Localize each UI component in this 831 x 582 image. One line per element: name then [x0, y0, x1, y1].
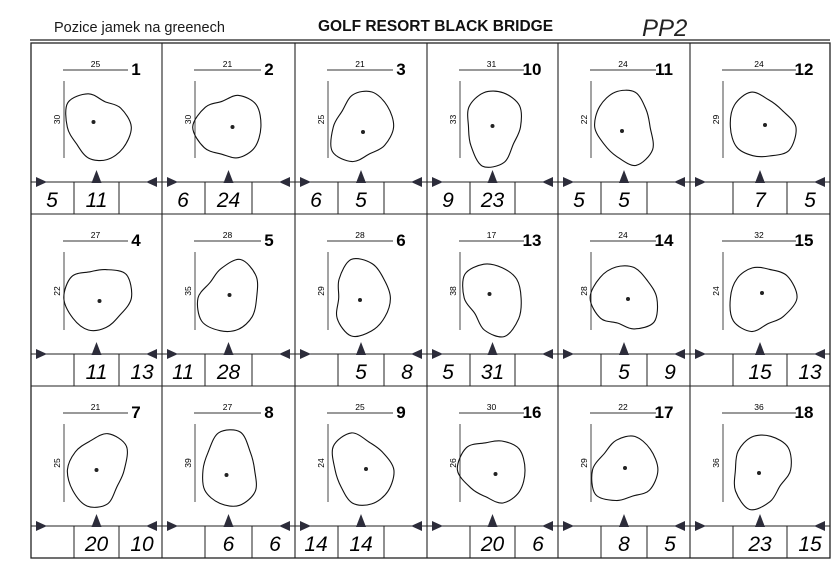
pin-position-value: 20 [480, 533, 505, 556]
green-width-label: 21 [355, 59, 365, 69]
green-width-label: 36 [754, 402, 764, 412]
pin-position-value: 23 [480, 189, 505, 212]
hole-number: 9 [396, 403, 406, 422]
hole-number: 16 [522, 403, 542, 422]
hole-number: 4 [131, 231, 141, 250]
pin-dot [623, 466, 627, 470]
green-width-label: 28 [355, 230, 365, 240]
green-width-label: 27 [90, 230, 101, 240]
pin-position-value: 20 [84, 533, 109, 556]
pin-dot [361, 130, 365, 134]
pin-position-value: 5 [664, 533, 676, 556]
green-length-label: 25 [316, 114, 326, 125]
hole-number: 6 [396, 231, 406, 250]
pin-position-value: 13 [130, 361, 154, 384]
pin-position-value: 7 [754, 189, 766, 212]
hole-number: 7 [131, 403, 141, 422]
green-length-label: 29 [579, 458, 589, 468]
pin-dot [494, 472, 498, 476]
pin-position-value: 6 [532, 533, 544, 556]
hole-number: 1 [131, 60, 141, 79]
pin-position-value: 5 [355, 361, 367, 384]
green-width-label: 24 [618, 230, 628, 240]
green-length-label: 38 [448, 286, 458, 296]
pin-position-value: 5 [46, 189, 58, 212]
hole-number: 3 [396, 60, 406, 79]
hole-number: 14 [654, 231, 674, 250]
pin-dot [620, 129, 624, 133]
green-length-label: 24 [316, 458, 326, 468]
pin-position-value: 6 [222, 533, 235, 556]
hole-number: 15 [794, 231, 814, 250]
pin-dot [488, 292, 492, 296]
pin-dot [358, 298, 362, 302]
green-width-label: 24 [618, 59, 628, 69]
sheet-mark: PP2 [642, 15, 688, 42]
green-width-label: 21 [222, 59, 233, 69]
green-length-label: 26 [448, 458, 458, 468]
pin-position-value: 6 [310, 189, 322, 212]
green-length-label: 39 [183, 458, 193, 468]
pin-position-value: 10 [130, 533, 154, 556]
hole-number: 5 [264, 231, 274, 250]
hole-number: 2 [264, 60, 274, 79]
course-title: GOLF RESORT BLACK BRIDGE [318, 18, 554, 35]
pin-dot [228, 293, 232, 297]
pin-position-value: 5 [573, 189, 585, 212]
pin-position-value: 13 [798, 361, 822, 384]
green-width-label: 17 [486, 230, 497, 240]
pin-position-value: 14 [349, 533, 373, 556]
pin-dot [95, 468, 99, 472]
pin-position-value: 31 [480, 361, 505, 384]
hole-number: 18 [794, 403, 814, 422]
pin-position-value: 11 [172, 361, 194, 384]
green-length-label: 22 [579, 114, 589, 125]
hole-number: 8 [264, 403, 274, 422]
green-length-label: 29 [316, 286, 326, 296]
pin-position-value: 9 [664, 361, 676, 384]
green-length-label: 22 [52, 286, 62, 296]
pin-position-value: 5 [355, 189, 367, 212]
hole-number: 11 [655, 60, 673, 79]
pin-dot [491, 124, 495, 128]
pin-dot [92, 120, 96, 124]
pin-position-value: 11 [85, 361, 108, 384]
green-length-label: 28 [579, 286, 589, 296]
pin-position-value: 6 [269, 533, 281, 556]
pin-dot [231, 125, 235, 129]
pin-position-value: 11 [85, 189, 108, 212]
green-width-label: 32 [754, 230, 764, 240]
pin-position-value: 9 [442, 189, 454, 212]
hole-number: 13 [522, 231, 542, 250]
green-length-label: 30 [52, 114, 62, 125]
green-length-label: 24 [711, 286, 721, 296]
pin-dot [98, 299, 102, 303]
pin-dot [757, 471, 761, 475]
pin-position-value: 15 [748, 361, 772, 384]
pin-dot [364, 467, 368, 471]
pin-position-value: 8 [618, 533, 630, 556]
pin-position-value: 24 [216, 189, 241, 212]
pin-dot [760, 291, 764, 295]
pin-position-value: 28 [216, 361, 241, 384]
pin-position-value: 5 [442, 361, 454, 384]
hole-number: 17 [654, 403, 674, 422]
green-width-label: 27 [222, 402, 233, 412]
hole-number: 12 [794, 60, 814, 79]
pin-position-value: 6 [177, 189, 189, 212]
pin-position-value: 23 [748, 533, 772, 556]
pin-position-value: 14 [304, 533, 328, 556]
green-width-label: 31 [486, 59, 497, 69]
green-width-label: 28 [222, 230, 233, 240]
green-width-label: 25 [355, 402, 365, 412]
green-width-label: 30 [486, 402, 497, 412]
header-caption: Pozice jamek na greenech [54, 20, 225, 36]
green-length-label: 36 [711, 458, 721, 468]
green-length-label: 25 [52, 458, 62, 468]
pin-dot [763, 123, 767, 127]
pin-position-value: 8 [401, 361, 413, 384]
green-length-label: 30 [183, 114, 193, 125]
pin-position-value: 5 [618, 361, 630, 384]
green-length-label: 33 [448, 114, 458, 125]
hole-number: 10 [522, 60, 542, 79]
pin-position-value: 5 [618, 189, 630, 212]
pin-position-value: 5 [804, 189, 816, 212]
green-width-label: 25 [90, 59, 101, 69]
green-length-label: 35 [183, 286, 193, 296]
green-width-label: 24 [754, 59, 764, 69]
pin-dot [225, 473, 229, 477]
green-width-label: 21 [90, 402, 101, 412]
green-width-label: 22 [618, 402, 628, 412]
pin-dot [626, 297, 630, 301]
pin-position-value: 15 [798, 533, 822, 556]
green-length-label: 29 [711, 114, 721, 125]
